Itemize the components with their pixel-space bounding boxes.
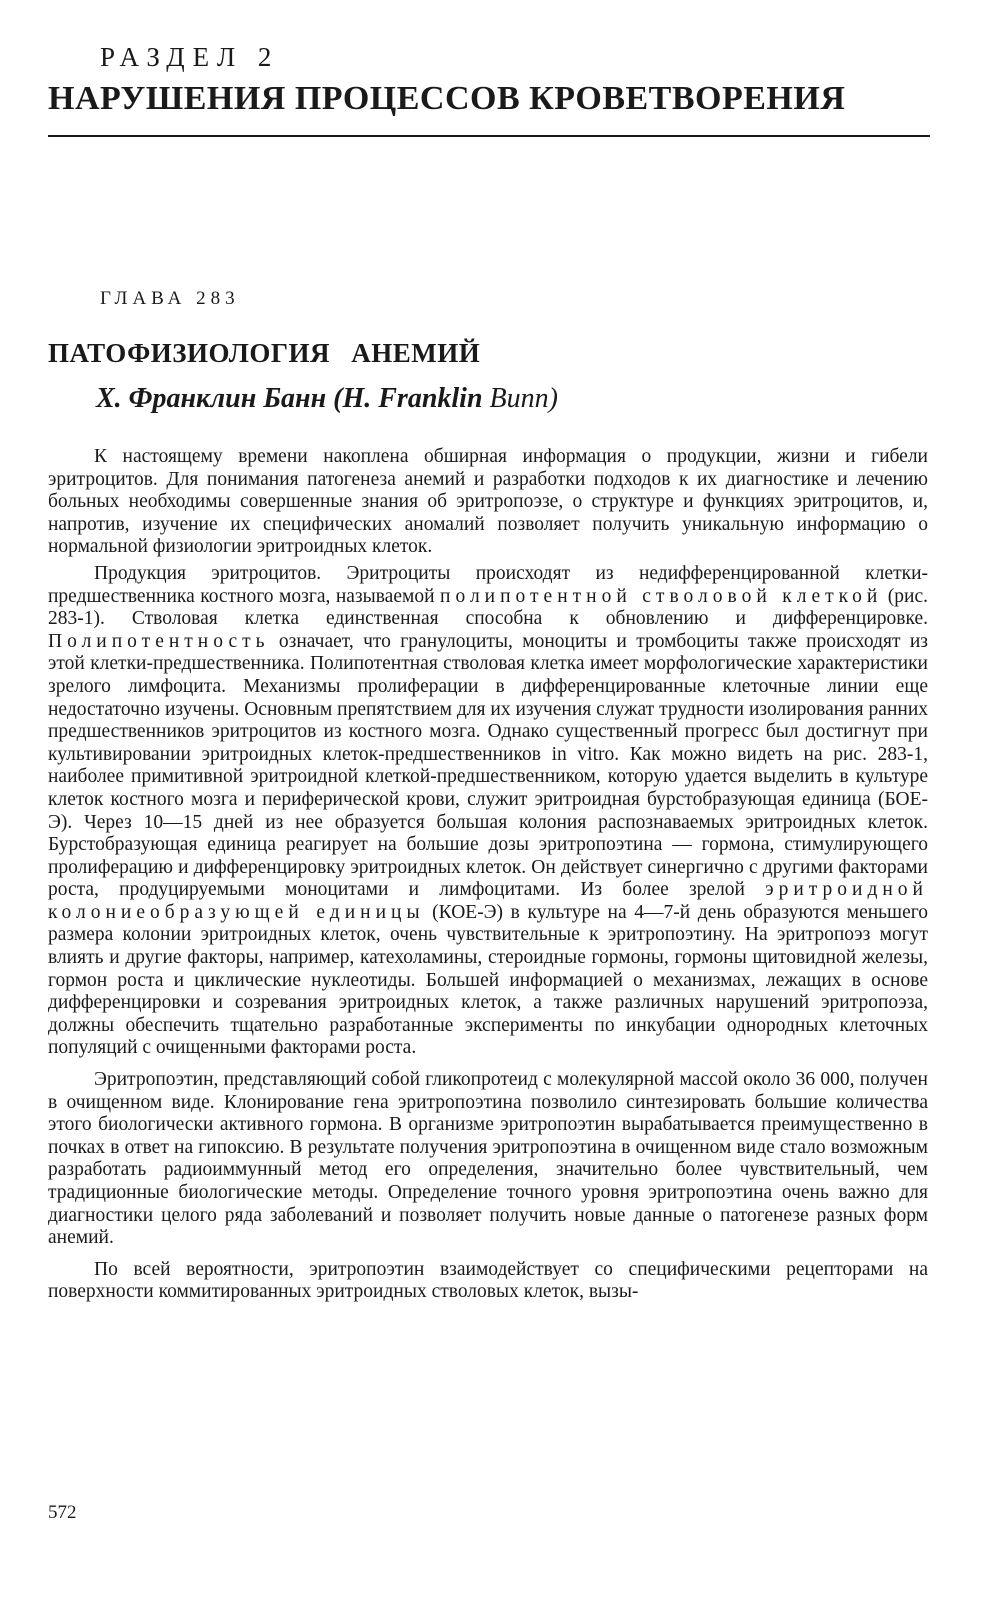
chapter-title: ПАТОФИЗИОЛОГИЯ АНЕМИЙ — [48, 338, 481, 368]
paragraph-text: Продукция эритроцитов. Эритроциты происходят из недифференцированной клетки-предшественника костного мозга, называемой — [48, 562, 928, 607]
page-number: 572 — [48, 1502, 77, 1523]
paragraph-text: означает, что гранулоциты, моноциты и тромбоциты также происходят из этой клетки-предшественника. Полипотентная стволовая клетка имеет морфологические характеристики зрелого лимфоцита. Механизмы пролиферации в дифференцированные клеточные линии еще недостаточно изучены. Основным препятствием для их изучения служат трудности изолирования ранних предшественников эритроцитов из костного мозга. Однако существенный прогресс был достигнут при культивировании эритроидных клеток-предшественников in vitro. Как можно видеть на рис. 283-1, наиболее примитивной эритроидной клеткой-предшественником, которую удается выделить в культуре клеток костного мозга и периферической крови, служит эритроидная бурстобразующая единица (БОЕ-Э). Через 10—15 дней из нее образуется большая колония распознаваемых эритроидных клеток. Бурстобразующая единица реагирует на большие дозы эритропоэтина — гормона, стимулирующего пролиферацию и дифференцировку эритроидных клеток. Он действует синергично с другими факторами роста, продуцируемыми моноцитами и лимфоцитами. Из более зрелой — [48, 630, 928, 901]
author-name: Х. Франклин Банн (H. Franklin — [96, 383, 490, 414]
section-label: РАЗДЕЛ 2 — [100, 42, 280, 72]
paragraph-receptors: По всей вероятности, эритропоэтин взаимодействует со специфическими рецепторами на поверхности коммитированных эритроидных стволовых клеток, вызы- — [48, 1258, 928, 1303]
paragraph-text: (рис. 283-1). Стволовая клетка единственная способна к обновлению и дифференцировке. — [48, 585, 928, 630]
paragraph-erythrocyte-production — [48, 563, 928, 1060]
term-cfu-e: эритроидной колониеобразующей единицы — [48, 879, 928, 923]
term-pluripotent-stem-cell: полипотентной стволовой клеткой — [440, 585, 883, 607]
section-title: НАРУШЕНИЯ ПРОЦЕССОВ КРОВЕТВОРЕНИЯ — [48, 80, 846, 117]
term-pluripotency: Полипотентность — [48, 630, 270, 652]
section-divider — [48, 135, 930, 137]
paragraph-text: (КОЕ-Э) в культуре на 4—7-й день образуются меньшего размера колонии эритроидных клеток, очень чувствительные к эритропоэтину. На эритропоэз могут влиять и другие факторы, например, катехоламины, стероидные гормоны, гормоны щитовидной железы, гормон роста и циклические нуклеотиды. Большей информацией о механизмах, лежащих в основе дифференцировки и созревания эритроидных клеток, а также различных нарушений эритропоэза, должны обеспечить тщательно разработанные эксперименты по инкубации однородных клеточных популяций с очищенными факторами роста. — [48, 901, 928, 1059]
chapter-author — [96, 383, 558, 415]
author-surname: Bunn) — [489, 383, 558, 414]
chapter-label: ГЛАВА 283 — [100, 288, 240, 309]
paragraph-erythropoietin: Эритропоэтин, представляющий собой гликопротеид с молекулярной массой около 36 000, получен в очищенном виде. Клонирование гена эритропоэтина позволило синтезировать большие количества этого биологически активного гормона. В организме эритропоэтин вырабатывается преимущественно в почках в ответ на гипоксию. В результате получения эритропоэтина в очищенном виде стало возможным разработать радиоиммунный метод его определения, значительно более чувствительный, чем традиционные биологические методы. Определение точного уровня эритропоэтина очень важно для диагностики целого ряда заболеваний и позволяет получить новые данные о патогенезе разных форм анемий. — [48, 1069, 928, 1249]
paragraph-intro: К настоящему времени накоплена обширная информация о продукции, жизни и гибели эритроцитов. Для понимания патогенеза анемий и разработки подходов к их диагностике и лечению больных необходимы совершенные знания об эритропоэзе, о структуре и функциях эритроцитов, и, напротив, изучение их специфических аномалий позволяет получить уникальную информацию о нормальной физиологии эритроидных клеток. — [48, 446, 928, 558]
chapter-body — [48, 446, 928, 1304]
